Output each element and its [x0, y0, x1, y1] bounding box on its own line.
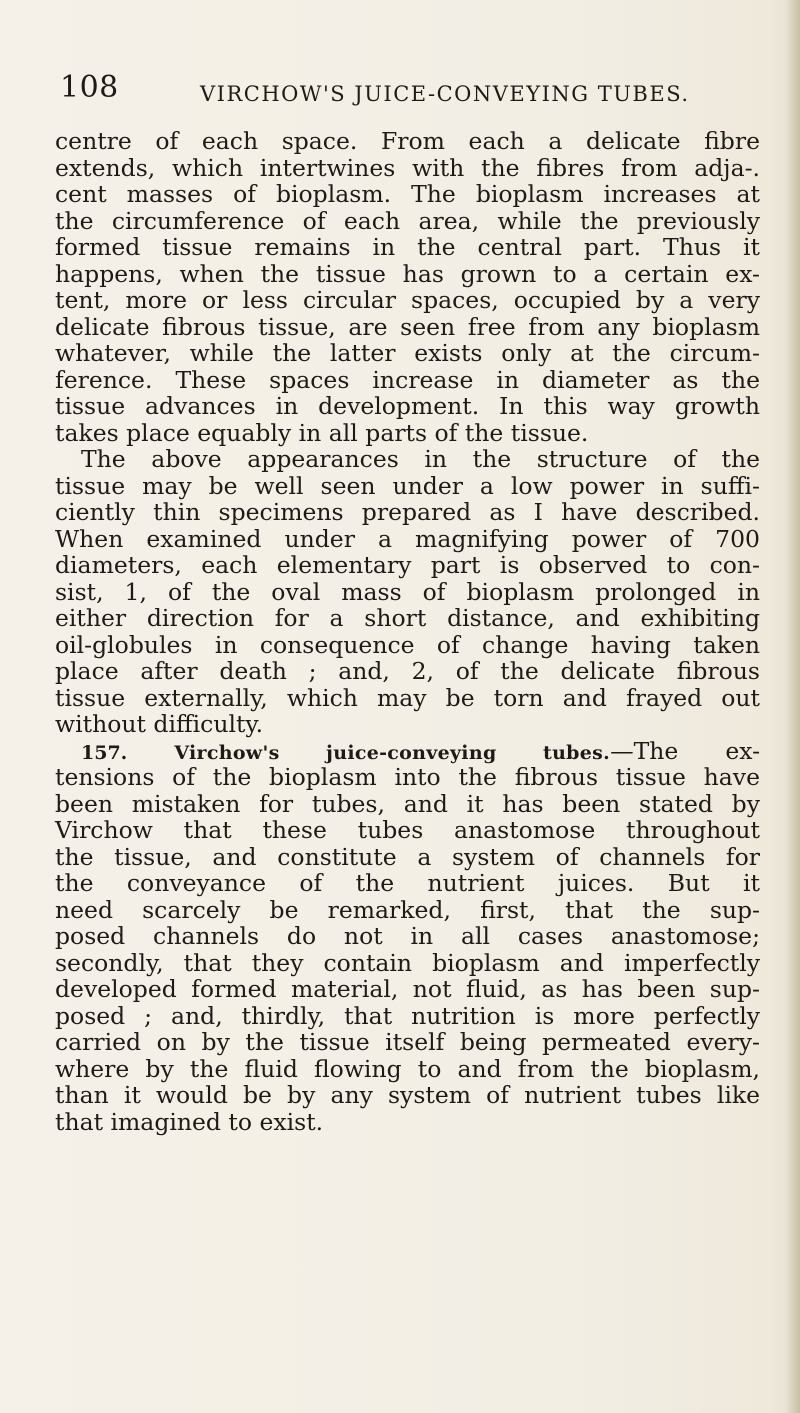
text-line: centre of each space. From each a delicate fibre	[55, 127, 760, 155]
text-line: delicate fibrous tissue, are seen free from any bioplasm	[55, 312, 760, 341]
text-line: The above appearances in the structure of the	[81, 445, 760, 473]
text-line: tissue advances in development. In this way growth	[55, 392, 760, 420]
text-line: tissue externally, which may be torn and frayed out	[55, 683, 760, 712]
text-line: cent masses of bioplasm. The bioplasm increases at	[55, 180, 760, 208]
page-number: 108	[60, 70, 119, 105]
running-title: VIRCHOW'S JUICE-CONVEYING TUBES.	[200, 82, 690, 106]
text-line: takes place equably in all parts of the tissue.	[55, 418, 589, 447]
text-line: been mistaken for tubes, and it has been stated by	[55, 789, 760, 818]
text-line: posed ; and, thirdly, that nutrition is more perfectly	[55, 1001, 760, 1030]
page-header	[60, 70, 760, 110]
section-number: 157.	[81, 741, 128, 764]
text-line: secondly, that they contain bioplasm and imperfectly	[55, 948, 760, 977]
text-line: Virchow that these tubes anastomose throughout	[55, 816, 760, 844]
text-line: sist, 1, of the oval mass of bioplasm prolonged in	[55, 577, 760, 606]
section-first-line	[55, 738, 760, 765]
body-text	[55, 128, 760, 1135]
text-line: need scarcely be remarked, first, that the sup-	[55, 895, 760, 924]
text-line: tent, more or less circular spaces, occupied by a very	[55, 286, 760, 314]
text-line: the tissue, and constitute a system of channels for	[55, 842, 760, 871]
text-line: developed formed material, not fluid, as has been sup-	[55, 975, 760, 1003]
section-first-line-text: —The ex-	[610, 736, 761, 765]
text-line: posed channels do not in all cases anastomose;	[55, 922, 760, 950]
text-line: happens, when the tissue has grown to a certain ex-	[55, 259, 760, 288]
text-line: where by the fluid flowing to and from the bioplasm,	[55, 1054, 760, 1083]
text-line: formed tissue remains in the central part. Thus it	[55, 233, 760, 261]
text-line: whatever, while the latter exists only at the circum-	[55, 339, 760, 367]
text-line: ference. These spaces increase in diameter as the	[55, 365, 760, 394]
text-line: tensions of the bioplasm into the fibrous tissue have	[55, 763, 760, 791]
text-line: diameters, each elementary part is observed to con-	[55, 551, 760, 579]
text-line: either direction for a short distance, and exhibiting	[55, 604, 760, 632]
text-line: that imagined to exist.	[55, 1107, 324, 1136]
page-edge	[786, 0, 800, 1413]
text-line: extends, which intertwines with the fibres from adja-.	[55, 153, 760, 182]
text-line: place after death ; and, 2, of the delicate fibrous	[55, 657, 760, 685]
text-line: than it would be by any system of nutrient tubes like	[55, 1081, 760, 1109]
text-line: oil-globules in consequence of change having taken	[55, 630, 760, 659]
section-157	[55, 738, 760, 1136]
paragraph-continued	[55, 128, 760, 446]
section-title: Virchow's juice-conveying tubes.	[174, 741, 611, 764]
text-line: ciently thin specimens prepared as I have described.	[55, 498, 760, 526]
text-line: without difficulty.	[55, 710, 264, 738]
text-line: carried on by the tissue itself being permeated every-	[55, 1028, 760, 1056]
text-line: tissue may be well seen under a low power in suffi-	[55, 471, 760, 500]
text-line: the conveyance of the nutrient juices. But it	[55, 869, 760, 897]
text-line: When examined under a magnifying power of 700	[55, 524, 760, 553]
paragraph-appearances	[55, 446, 760, 738]
text-line: the circumference of each area, while the previously	[55, 206, 760, 235]
